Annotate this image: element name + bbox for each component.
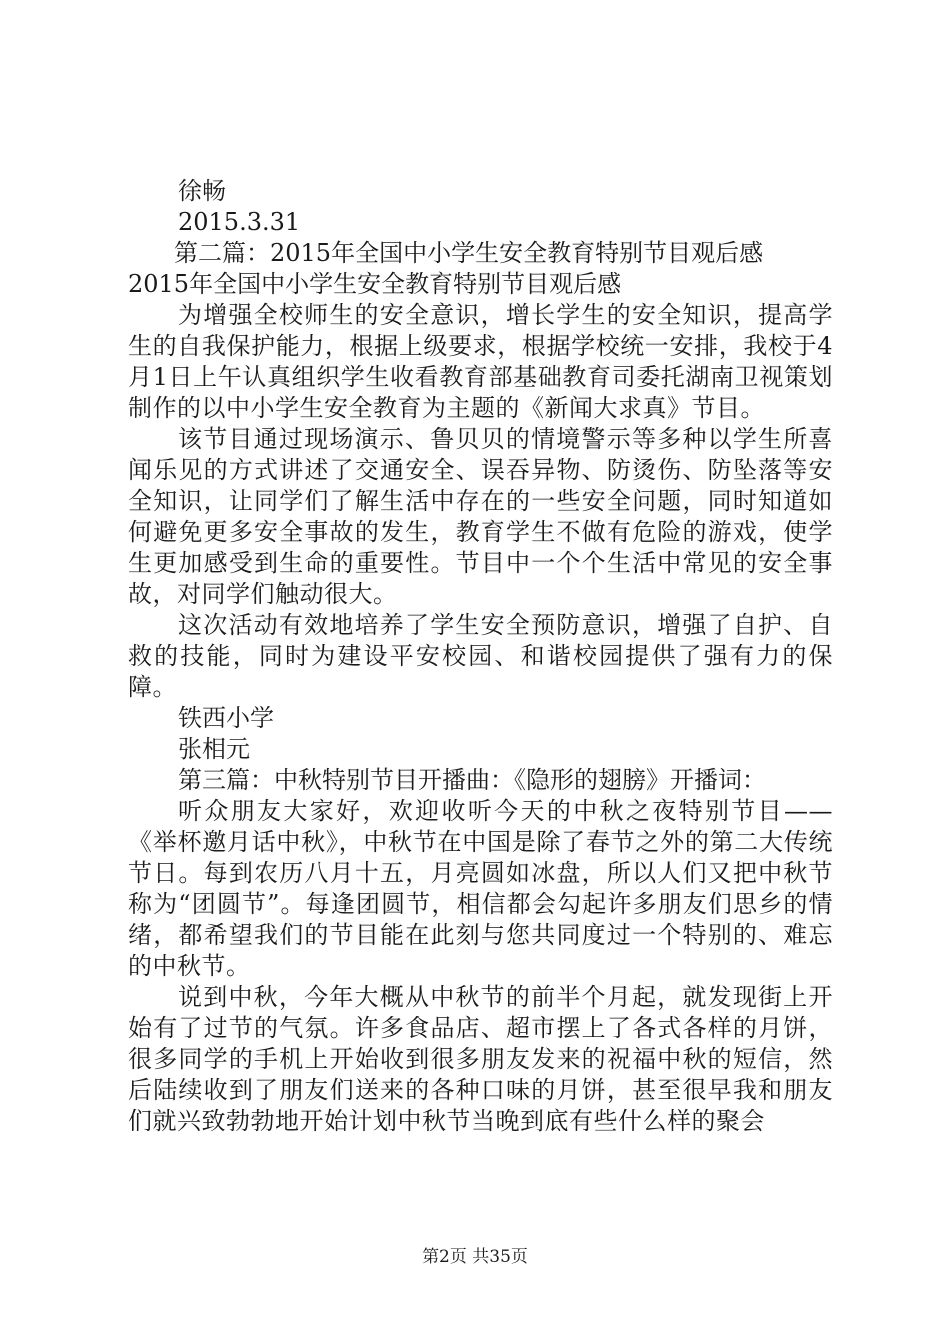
signer-line: 张相元 xyxy=(178,735,250,763)
section-2-heading: 第二篇：2015年全国中小学生安全教育特别节目观后感 xyxy=(174,239,764,267)
school-line: 铁西小学 xyxy=(178,704,274,732)
section-2-paragraph-2: 该节目通过现场演示、鲁贝贝的情境警示等多种以学生所喜闻乐见的方式讲述了交通安全、误吞异物、防烫伤、防坠落等安全知识，让同学们了解生活中存在的一些安全问题，同时知道如何避免更多安全事故的发生，教育学生不做有危险的游戏，使学生更加感受到生命的重要性。节目中一个个生活中常见的安全事故，对同学们触动很大。 xyxy=(128,425,833,608)
section-3-paragraph-2: 说到中秋，今年大概从中秋节的前半个月起，就发现街上开始有了过节的气氛。许多食品店、超市摆上了各式各样的月饼，很多同学的手机上开始收到很多朋友发来的祝福中秋的短信，然后陆续收到了朋友们送来的各种口味的月饼，甚至很早我和朋友们就兴致勃勃地开始计划中秋节当晚到底有些什么样的聚会 xyxy=(128,983,833,1135)
section-2-paragraph-3: 这次活动有效地培养了学生安全预防意识，增强了自护、自救的技能，同时为建设平安校园、和谐校园提供了强有力的保障。 xyxy=(128,611,833,701)
section-3-heading: 第三篇：中秋特别节目开播曲：《隐形的翅膀》开播词： xyxy=(178,766,766,794)
section-3-paragraph-1: 听众朋友大家好，欢迎收听今天的中秋之夜特别节目——《举杯邀月话中秋》，中秋节在中国是除了春节之外的第二大传统节日。每到农历八月十五，月亮圆如冰盘，所以人们又把中秋节称为“团圆节”。每逢团圆节，相信都会勾起许多朋友们思乡的情绪，都希望我们的节目能在此刻与您共同度过一个特别的、难忘的中秋节。 xyxy=(128,797,833,980)
page-footer: 第2页 共35页 xyxy=(422,1247,528,1267)
date-line: 2015.3.31 xyxy=(178,208,301,236)
section-2-title: 2015年全国中小学生安全教育特别节目观后感 xyxy=(128,270,622,298)
section-2-paragraph-1: 为增强全校师生的安全意识，增长学生的安全知识，提高学生的自我保护能力，根据上级要求，根据学校统一安排，我校于4月1日上午认真组织学生收看教育部基础教育司委托湖南卫视策划制作的以中小学生安全教育为主题的《新闻大求真》节目。 xyxy=(128,301,833,422)
document-body xyxy=(128,176,833,1137)
author-line: 徐畅 xyxy=(178,177,226,205)
